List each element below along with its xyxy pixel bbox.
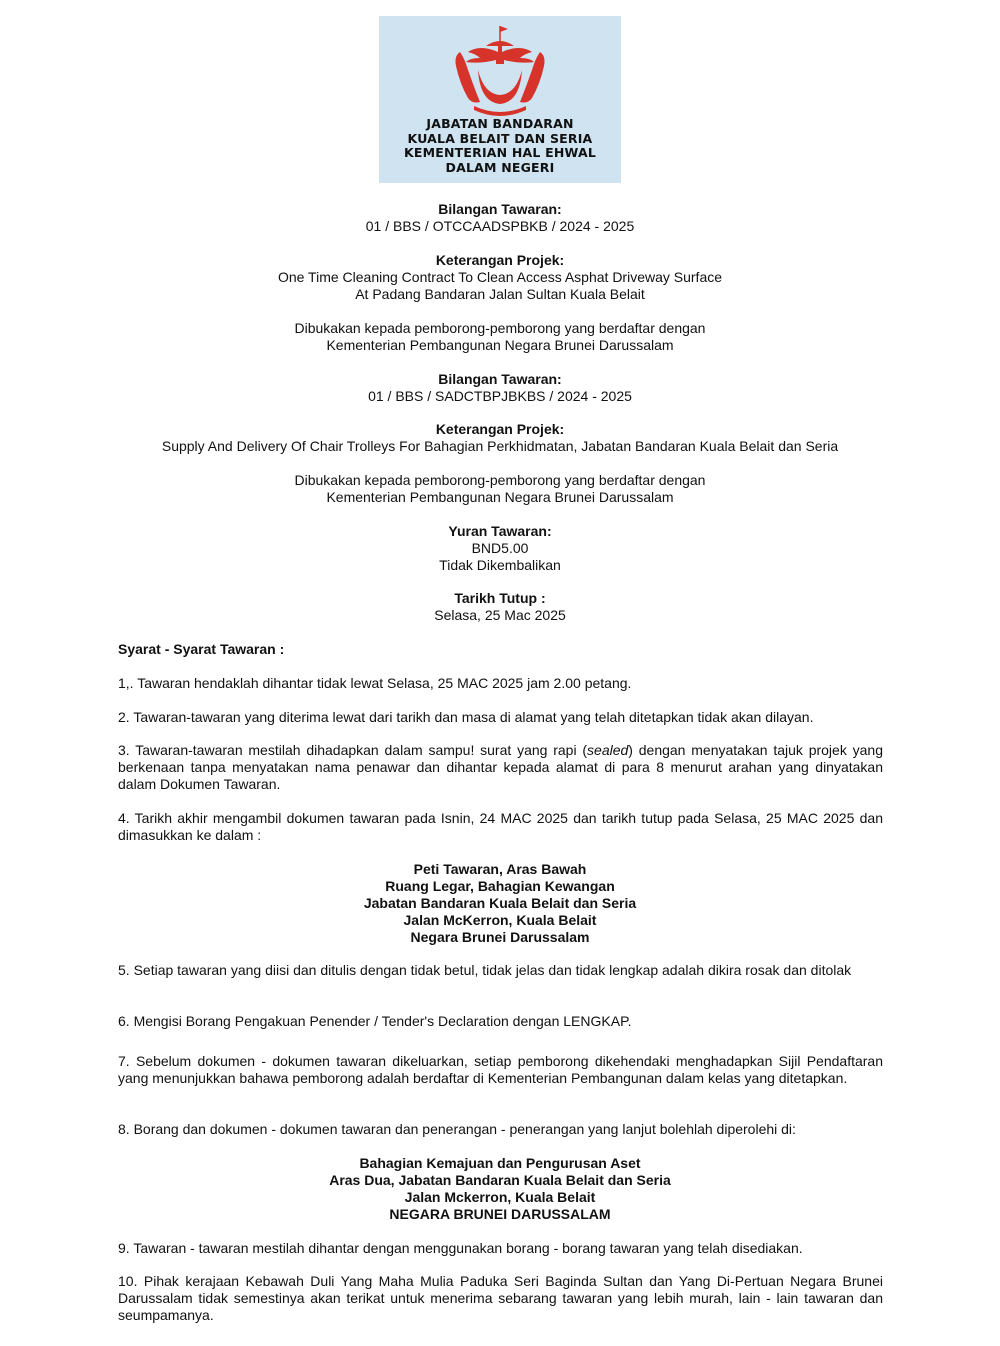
submission-address-line: Jalan McKerron, Kuala Belait bbox=[403, 912, 597, 928]
collection-address-line: NEGARA BRUNEI DARUSSALAM bbox=[389, 1206, 611, 1222]
collection-address-line: Jalan Mckerron, Kuala Belait bbox=[404, 1189, 596, 1205]
condition-1: 1,. Tawaran hendaklah dihantar tidak lewat Selasa, 25 MAC 2025 jam 2.00 petang. bbox=[118, 675, 632, 691]
submission-address-line: Jabatan Bandaran Kuala Belait dan Seria bbox=[363, 895, 637, 911]
condition-10: 10. Pihak kerajaan Kebawah Duli Yang Maha Mulia Paduka Seri Baginda Sultan dan Yang Di-Pertuan Negara Brunei Darussalam tidak semestinya akan terikat untuk menerima sebarang tawaran yang lebih murah, lain - lain tawaran dan seumpamanya. bbox=[118, 1273, 883, 1323]
tender1-number-label: Bilangan Tawaran: bbox=[438, 201, 562, 217]
submission-address-line: Peti Tawaran, Aras Bawah bbox=[413, 861, 587, 877]
condition-2: 2. Tawaran-tawaran yang diterima lewat dari tarikh dan masa di alamat yang telah ditetapkan tidak akan dilayan. bbox=[118, 709, 814, 725]
fee-note: Tidak Dikembalikan bbox=[439, 557, 561, 573]
collection-address-line: Aras Dua, Jabatan Bandaran Kuala Belait dan Seria bbox=[329, 1172, 671, 1188]
condition-3-italic: sealed bbox=[587, 742, 629, 758]
condition-3-text-b: ) dengan menyatakan tajuk projek yang berkenaan tanpa menyatakan nama penawar dan dihantar kepada alamat di para 8 menurut arahan yang dinyatakan dalam Dokumen Tawaran. bbox=[118, 742, 883, 792]
condition-3 bbox=[118, 742, 883, 793]
closing-label: Tarikh Tutup : bbox=[454, 590, 546, 606]
submission-address bbox=[0, 861, 1000, 946]
tender2-desc-line1: Supply And Delivery Of Chair Trolleys For Bahagian Perkhidmatan, Jabatan Bandaran Kuala Belait dan Seria bbox=[161, 438, 839, 454]
tender1-open-line2: Kementerian Pembangunan Negara Brunei Darussalam bbox=[326, 337, 674, 353]
tender2-desc-label: Keterangan Projek: bbox=[435, 421, 565, 437]
logo-line-3: KEMENTERIAN HAL EHWAL bbox=[403, 145, 596, 160]
tender1-desc-label: Keterangan Projek: bbox=[435, 252, 565, 268]
tender2-number-label: Bilangan Tawaran: bbox=[438, 371, 562, 387]
tender2-open-line2: Kementerian Pembangunan Negara Brunei Darussalam bbox=[326, 489, 674, 505]
state-crest-icon bbox=[450, 22, 550, 118]
closing-date: Selasa, 25 Mac 2025 bbox=[434, 607, 566, 623]
condition-5: 5. Setiap tawaran yang diisi dan ditulis dengan tidak betul, tidak jelas dan tidak lengkap adalah dikira rosak dan ditolak bbox=[118, 962, 852, 978]
fee-label: Yuran Tawaran: bbox=[448, 523, 552, 539]
submission-address-line: Negara Brunei Darussalam bbox=[410, 929, 590, 945]
condition-9: 9. Tawaran - tawaran mestilah dihantar dengan menggunakan borang - borang tawaran yang telah disediakan. bbox=[118, 1240, 803, 1256]
condition-7: 7. Sebelum dokumen - dokumen tawaran dikeluarkan, setiap pemborong dikehendaki menghadapkan Sijil Pendaftaran yang menunjukkan bahawa pemborong adalah berdaftar di Kementerian Pembangunan dalam kelas yang ditetapkan. bbox=[118, 1053, 883, 1086]
document-collection-address bbox=[0, 1155, 1000, 1223]
tender2-open-line1: Dibukakan kepada pemborong-pemborong yang berdaftar dengan bbox=[294, 472, 706, 488]
tender1-open-line1: Dibukakan kepada pemborong-pemborong yang berdaftar dengan bbox=[294, 320, 706, 336]
logo-line-2: KUALA BELAIT DAN SERIA bbox=[407, 130, 593, 146]
tender1-desc-line2: At Padang Bandaran Jalan Sultan Kuala Belait bbox=[355, 286, 645, 302]
condition-3-text-a: 3. Tawaran-tawaran mestilah dihadapkan dalam sampu! surat yang rapi ( bbox=[118, 742, 588, 758]
conditions-heading: Syarat - Syarat Tawaran : bbox=[118, 641, 285, 657]
logo-line-4: DALAM NEGERI bbox=[445, 159, 555, 175]
tender2-number: 01 / BBS / SADCTBPJBKBS / 2024 - 2025 bbox=[368, 388, 632, 404]
submission-address-line: Ruang Legar, Bahagian Kewangan bbox=[385, 878, 615, 894]
logo-line-1: JABATAN BANDARAN bbox=[426, 116, 574, 131]
condition-8: 8. Borang dan dokumen - dokumen tawaran dan penerangan - penerangan yang lanjut bolehlah diperolehi di: bbox=[118, 1121, 796, 1137]
condition-4: 4. Tarikh akhir mengambil dokumen tawaran pada Isnin, 24 MAC 2025 dan tarikh tutup pada Selasa, 25 MAC 2025 dan dimasukkan ke dalam : bbox=[118, 810, 883, 843]
collection-address-line: Bahagian Kemajuan dan Pengurusan Aset bbox=[359, 1155, 641, 1171]
tender1-desc-line1: One Time Cleaning Contract To Clean Access Asphat Driveway Surface bbox=[277, 269, 723, 285]
condition-6: 6. Mengisi Borang Pengakuan Penender / Tender's Declaration dengan LENGKAP. bbox=[118, 1013, 632, 1029]
department-logo bbox=[379, 16, 621, 183]
tender1-number: 01 / BBS / OTCCAADSPBKB / 2024 - 2025 bbox=[365, 218, 635, 234]
fee-amount: BND5.00 bbox=[471, 540, 529, 556]
